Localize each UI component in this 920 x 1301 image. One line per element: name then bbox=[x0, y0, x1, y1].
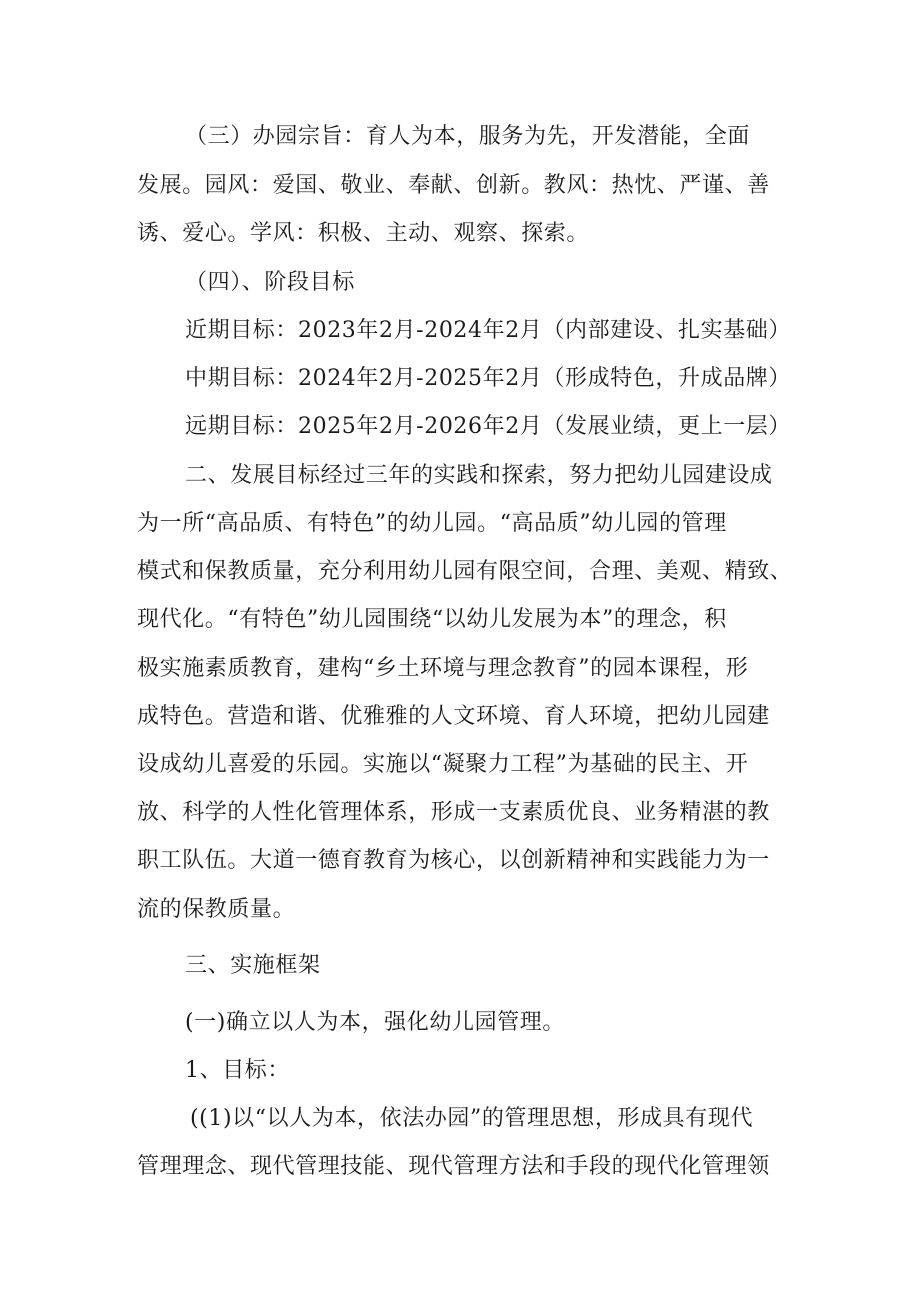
paragraph-line: 管理理念、现代管理技能、现代管理方法和手段的现代化管理领 bbox=[137, 1154, 770, 1179]
paragraph-line: 为一所“高品质、有特色”的幼儿园。“高品质”幼儿园的管理 bbox=[137, 511, 727, 536]
paragraph-line: 流的保教质量。 bbox=[137, 897, 296, 922]
paragraph-line: 诱、爱心。学风：积极、主动、观察、探索。 bbox=[137, 221, 590, 246]
paragraph-line: 职工队伍。大道一德育教育为核心，以创新精神和实践能力为一 bbox=[137, 848, 770, 873]
paragraph-line: 放、科学的人性化管理体系，形成一支素质优良、业务精湛的教 bbox=[137, 800, 770, 825]
paragraph-line: ((1)以“以人为本，依法办园”的管理思想，形成具有现代 bbox=[190, 1106, 754, 1131]
goal-line-mid-term: 中期目标：2024年2月-2025年2月（形成特色，升成品牌） bbox=[185, 366, 792, 391]
paragraph-line: 设成幼儿喜爱的乐园。实施以“凝聚力工程”为基础的民主、开 bbox=[137, 752, 749, 777]
section-heading: （四）、阶段目标 bbox=[185, 270, 355, 295]
paragraph-line: 现代化。“有特色”幼儿园围绕“以幼儿发展为本”的理念，积 bbox=[137, 607, 727, 632]
paragraph-line: 发展。园风：爱国、敬业、奉献、创新。教风：热忱、严谨、善 bbox=[137, 173, 770, 198]
goal-line-long-term: 远期目标：2025年2月-2026年2月（发展业绩，更上一层） bbox=[185, 414, 792, 439]
paragraph-line: 二、发展目标经过三年的实践和探索，努力把幼儿园建设成 bbox=[185, 463, 773, 488]
subsection-heading: (一)确立以人为本，强化幼儿园管理。 bbox=[185, 1010, 565, 1035]
paragraph-line: 成特色。营造和谐、优雅雅的人文环境、育人环境，把幼儿园建 bbox=[137, 704, 770, 729]
goal-line-near-term: 近期目标：2023年2月-2024年2月（内部建设、扎实基础） bbox=[185, 318, 792, 343]
item-heading: 1、目标： bbox=[185, 1058, 290, 1083]
paragraph-line: 极实施素质教育，建构“乡土环境与理念教育”的园本课程，形 bbox=[137, 656, 749, 681]
paragraph-line: （三）办园宗旨：育人为本，服务为先，开发潜能，全面 bbox=[185, 124, 751, 149]
paragraph-line: 模式和保教质量，充分利用幼儿园有限空间，合理、美观、精致、 bbox=[137, 559, 793, 584]
section-heading: 三、实施框架 bbox=[185, 953, 321, 978]
